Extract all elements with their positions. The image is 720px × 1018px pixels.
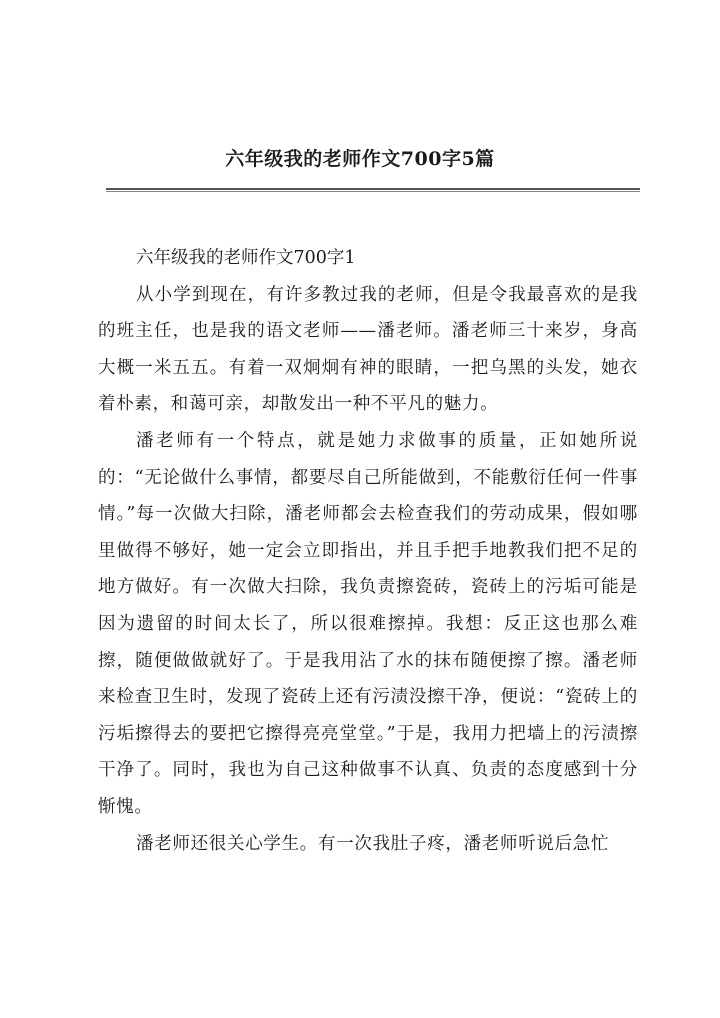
paragraph-1: 从小学到现在，有许多教过我的老师，但是令我最喜欢的是我的班主任，也是我的语文老师——潘老师。潘老师三十来岁，身高大概一米五五。有着一双炯炯有神的眼睛，一把乌黑的头发，她衣着朴素，和蔼可亲，却散发出一种不平凡的魅力。: [98, 284, 638, 415]
document-body: [98, 240, 638, 862]
paragraph-3: 潘老师还很关心学生。有一次我肚子疼，潘老师听说后急忙: [136, 833, 610, 854]
paragraph-2: 潘老师有一个特点，就是她力求做事的质量，正如她所说的：“无论做什么事情，都要尽自己所能做到，不能敷衍任何一件事情。”每一次做大扫除，潘老师都会去检查我们的劳动成果，假如哪里做得不够好，她一定会立即指出，并且手把手地教我们把不足的地方做好。有一次做大扫除，我负责擦瓷砖，瓷砖上的污垢可能是因为遗留的时间太长了，所以很难擦掉。我想：反正这也那么难擦，随便做做就好了。于是我用沾了水的抹布随便擦了擦。潘老师来检查卫生时，发现了瓷砖上还有污渍没擦干净，便说：“瓷砖上的污垢擦得去的要把它擦得亮亮堂堂。”于是，我用力把墙上的污渍擦干净了。同时，我也为自己这种做事不认真、负责的态度感到十分惭愧。: [98, 430, 638, 817]
document-title: 六年级我的老师作文700字5篇: [225, 148, 495, 170]
title-divider: [106, 188, 640, 192]
section-heading: 六年级我的老师作文700字1: [136, 248, 356, 268]
